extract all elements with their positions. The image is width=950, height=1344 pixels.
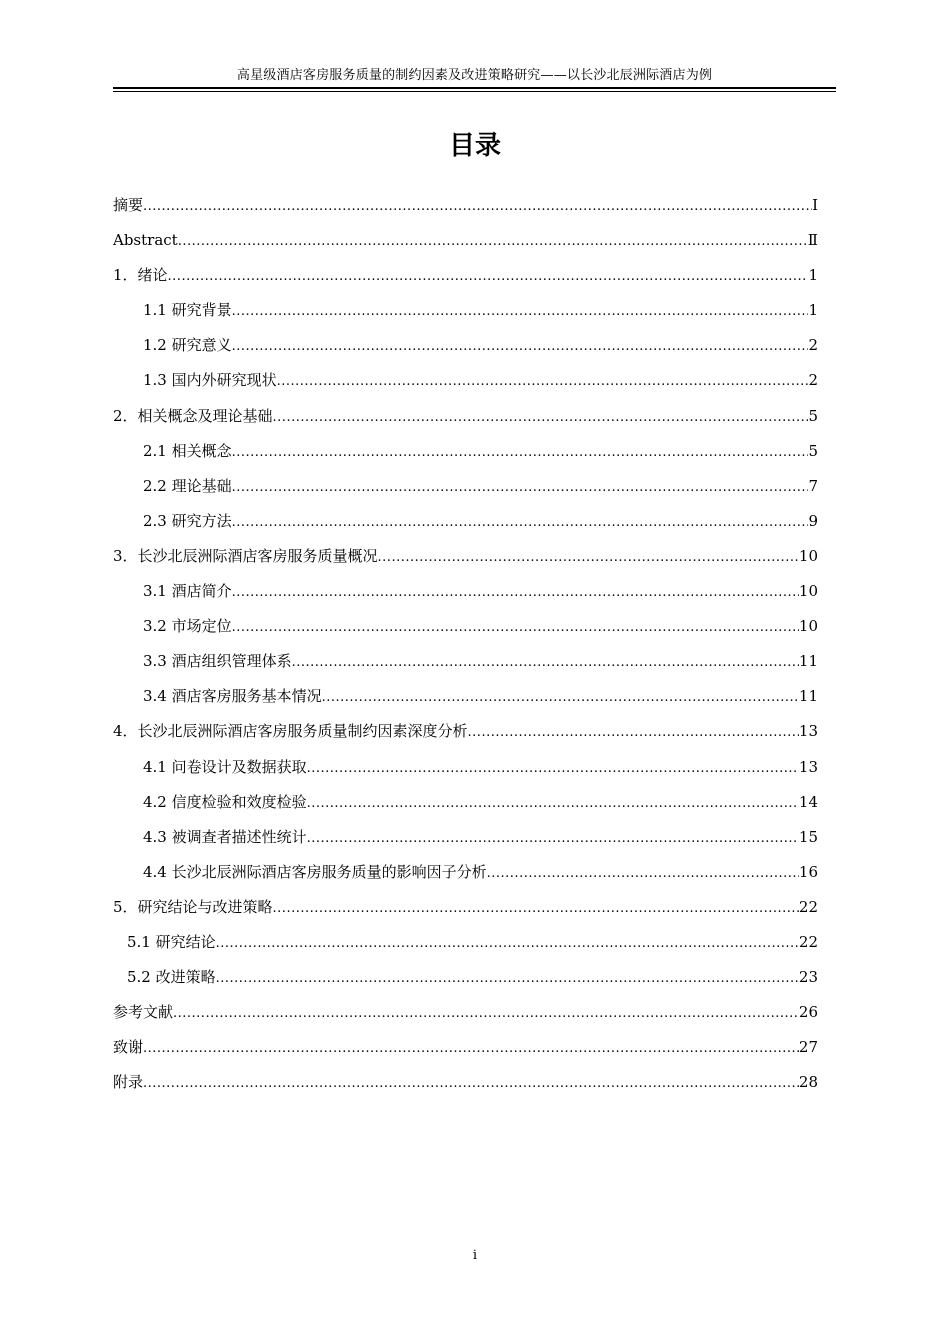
- toc-entry[interactable]: [113, 436, 818, 471]
- toc-dot-leader: [168, 262, 809, 292]
- toc-entry-page: 9: [808, 511, 818, 530]
- toc-entry-text: 1.2 研究意义: [143, 336, 232, 355]
- toc-entry[interactable]: [113, 1032, 818, 1067]
- toc-entry-text: 2.1 相关概念: [143, 441, 232, 460]
- toc-entry-text: 5．研究结论与改进策略: [113, 897, 273, 916]
- toc-entry[interactable]: [113, 681, 818, 716]
- toc-entry-text: 摘要: [113, 196, 144, 214]
- toc-entry-text: 3.3 酒店组织管理体系: [143, 652, 292, 671]
- toc-entry-page: 14: [798, 792, 818, 811]
- toc-entry[interactable]: [113, 330, 818, 365]
- toc-entry[interactable]: [113, 365, 818, 400]
- toc-entry-text: 1.1 研究背景: [143, 301, 232, 320]
- toc-entry-text: 附录: [113, 1073, 144, 1092]
- toc-entry-page: 10: [798, 617, 818, 636]
- toc-dot-leader: [307, 789, 799, 819]
- toc-entry-text: 3．长沙北辰洲际酒店客房服务质量概况: [113, 546, 378, 565]
- toc-entry-page: 22: [798, 897, 818, 916]
- toc-entry[interactable]: [113, 295, 818, 330]
- toc-dot-leader: [143, 1069, 799, 1099]
- toc-entry-text: 1.3 国内外研究现状: [143, 371, 277, 390]
- toc-dot-leader: [232, 332, 809, 362]
- toc-entry-text: 2．相关概念及理论基础: [113, 406, 273, 425]
- toc-entry[interactable]: [113, 190, 818, 225]
- toc-entry-page: Ⅱ: [807, 231, 818, 250]
- page-number: i: [472, 1248, 478, 1263]
- toc-entry-page: 1: [808, 266, 818, 285]
- toc-entry-page: 5: [808, 441, 818, 460]
- toc-dot-leader: [468, 718, 799, 748]
- toc-title: 目录: [448, 131, 501, 161]
- toc-entry[interactable]: [113, 857, 818, 892]
- toc-entry-page: Ⅰ: [812, 196, 818, 214]
- toc-dot-leader: [273, 894, 799, 924]
- toc-entry-page: 5: [808, 406, 818, 425]
- toc-dot-leader: [307, 754, 799, 784]
- toc-entry-text: 3.1 酒店简介: [143, 582, 232, 601]
- toc-entry[interactable]: [113, 997, 818, 1032]
- toc-dot-leader: [232, 438, 809, 468]
- toc-entry-text: 1．绪论: [113, 266, 168, 285]
- toc-dot-leader: [178, 227, 808, 257]
- toc-entry-text: 3.4 酒店客房服务基本情况: [143, 687, 322, 706]
- toc-entry-text: 4.2 信度检验和效度检验: [143, 792, 307, 811]
- toc-dot-leader: [292, 648, 799, 678]
- toc-entry[interactable]: [113, 892, 818, 927]
- toc-entry[interactable]: [113, 787, 818, 822]
- header-rule: [113, 87, 836, 92]
- toc-entry-page: 15: [798, 827, 818, 846]
- toc-dot-leader: [232, 508, 809, 538]
- toc-entry[interactable]: [113, 962, 818, 997]
- toc-dot-leader: [232, 578, 799, 608]
- toc-dot-leader: [173, 999, 799, 1029]
- toc-entry[interactable]: [113, 716, 818, 751]
- toc-entry[interactable]: [113, 822, 818, 857]
- toc-entry-text: 致谢: [113, 1038, 144, 1057]
- toc-entry[interactable]: [113, 927, 818, 962]
- toc-dot-leader: [487, 859, 799, 889]
- toc-entry-page: 1: [808, 301, 818, 320]
- toc-entry[interactable]: [113, 506, 818, 541]
- toc-entry-text: 5.1 研究结论: [127, 932, 216, 951]
- toc-dot-leader: [216, 964, 799, 994]
- toc-entry-text: 4.1 问卷设计及数据获取: [143, 757, 307, 776]
- running-header: 高星级酒店客房服务质量的制约因素及改进策略研究——以长沙北辰洲际酒店为例: [236, 68, 713, 83]
- toc-entry[interactable]: [113, 646, 818, 681]
- toc-entry[interactable]: [113, 541, 818, 576]
- toc-entry[interactable]: [113, 611, 818, 646]
- toc-dot-leader: [216, 929, 799, 959]
- toc-entry[interactable]: [113, 1067, 818, 1102]
- toc-entry-page: 2: [808, 336, 818, 355]
- toc-entry[interactable]: [113, 752, 818, 787]
- toc-entry-page: 7: [808, 476, 818, 495]
- toc-entry-text: 2.3 研究方法: [143, 511, 232, 530]
- toc-dot-leader: [307, 824, 799, 854]
- toc-entry-text: 4．长沙北辰洲际酒店客房服务质量制约因素深度分析: [113, 722, 468, 741]
- toc-entry[interactable]: [113, 260, 818, 295]
- toc-entry-page: 22: [798, 932, 818, 951]
- toc-entry-page: 23: [798, 968, 818, 987]
- table-of-contents: [113, 190, 818, 1102]
- toc-entry-page: 28: [798, 1073, 818, 1092]
- toc-entry-text: 2.2 理论基础: [143, 476, 232, 495]
- toc-entry-page: 2: [808, 371, 818, 390]
- toc-dot-leader: [143, 1034, 799, 1064]
- toc-entry-page: 13: [798, 722, 818, 741]
- toc-entry-text: 4.4 长沙北辰洲际酒店客房服务质量的影响因子分析: [143, 862, 487, 881]
- toc-dot-leader: [143, 192, 812, 222]
- toc-entry-page: 11: [798, 687, 818, 706]
- toc-entry-page: 11: [798, 652, 818, 671]
- toc-dot-leader: [378, 543, 799, 573]
- toc-entry[interactable]: [113, 576, 818, 611]
- toc-entry-page: 10: [798, 546, 818, 565]
- toc-entry-text: 参考文献: [113, 1003, 174, 1022]
- toc-entry-text: Abstract: [113, 231, 178, 250]
- toc-dot-leader: [322, 683, 799, 713]
- toc-dot-leader: [232, 473, 809, 503]
- toc-entry-page: 27: [798, 1038, 818, 1057]
- toc-entry-text: 3.2 市场定位: [143, 617, 232, 636]
- toc-dot-leader: [232, 297, 809, 327]
- toc-entry-page: 26: [798, 1003, 818, 1022]
- toc-entry-text: 4.3 被调查者描述性统计: [143, 827, 307, 846]
- toc-entry-text: 5.2 改进策略: [127, 968, 216, 987]
- toc-entry[interactable]: [113, 471, 818, 506]
- toc-entry-page: 10: [798, 582, 818, 601]
- toc-entry[interactable]: [113, 225, 818, 260]
- toc-entry-page: 13: [798, 757, 818, 776]
- toc-dot-leader: [232, 613, 799, 643]
- toc-entry[interactable]: [113, 401, 818, 436]
- toc-entry-page: 16: [798, 862, 818, 881]
- toc-dot-leader: [273, 403, 809, 433]
- toc-dot-leader: [277, 367, 809, 397]
